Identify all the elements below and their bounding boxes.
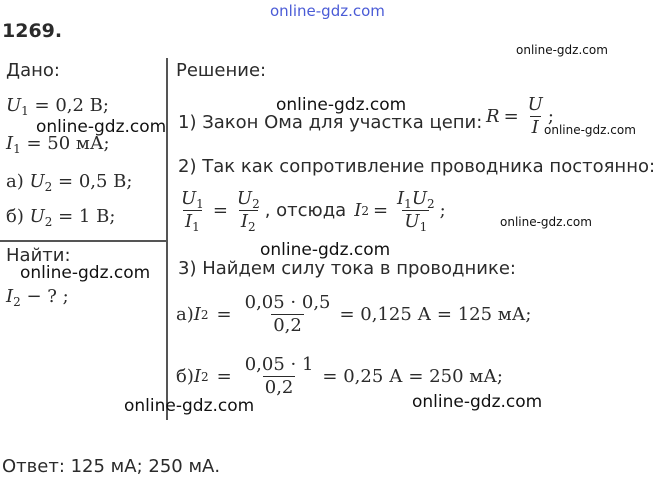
watermark: online-gdz.com	[20, 263, 151, 283]
calc-a: а) I 2 = $\frac{0,05 \cdot 0,5}{0,2}$ = 0,125 А = 125 мА;	[176, 292, 532, 336]
watermark: online-gdz.com	[544, 123, 636, 137]
watermark: online-gdz.com	[36, 117, 167, 137]
watermark: online-gdz.com	[412, 392, 543, 412]
solution-title: Решение:	[176, 60, 267, 81]
watermark: online-gdz.com	[260, 240, 391, 260]
step2: 2) Так как сопротивление проводника постоянно:	[178, 156, 656, 177]
given-a: а) $U_2 = 0,5$ В;	[6, 171, 133, 194]
horizontal-divider	[0, 240, 166, 242]
given-u1: $U_1 = 0,2$ В;	[6, 95, 109, 118]
watermark: online-gdz.com	[500, 215, 592, 229]
answer: Ответ: 125 мА; 250 мА.	[2, 456, 221, 477]
find-title: Найти:	[6, 245, 71, 266]
watermark: online-gdz.com	[124, 396, 255, 416]
vertical-divider	[166, 58, 168, 420]
watermark-top: online-gdz.com	[270, 2, 385, 20]
find-item: $I_2$ − ? ;	[6, 286, 69, 309]
given-i1: $I_1 = 50$ мА;	[6, 133, 110, 156]
step2-formula: $\frac{U_1}{I_1}$ = $\frac{U_2}{I_2}$ , отсюда I 2 = $\frac{I_1U_2}{U_1}$ ;	[181, 188, 446, 234]
problem-number: 1269.	[2, 20, 63, 42]
step3: 3) Найдем силу тока в проводнике:	[178, 258, 516, 279]
given-b: б) $U_2 = 1$ В;	[6, 206, 116, 229]
watermark: online-gdz.com	[516, 43, 608, 57]
step1: 1) Закон Ома для участка цепи:	[178, 112, 483, 133]
given-title: Дано:	[6, 60, 60, 81]
calc-b: б) I 2 = $\frac{0,05 \cdot 1}{0,2}$ = 0,25 А = 250 мА;	[176, 354, 503, 398]
watermark: online-gdz.com	[276, 95, 407, 115]
step1-formula: R = $\frac{U}{I}$ ;	[486, 94, 554, 138]
